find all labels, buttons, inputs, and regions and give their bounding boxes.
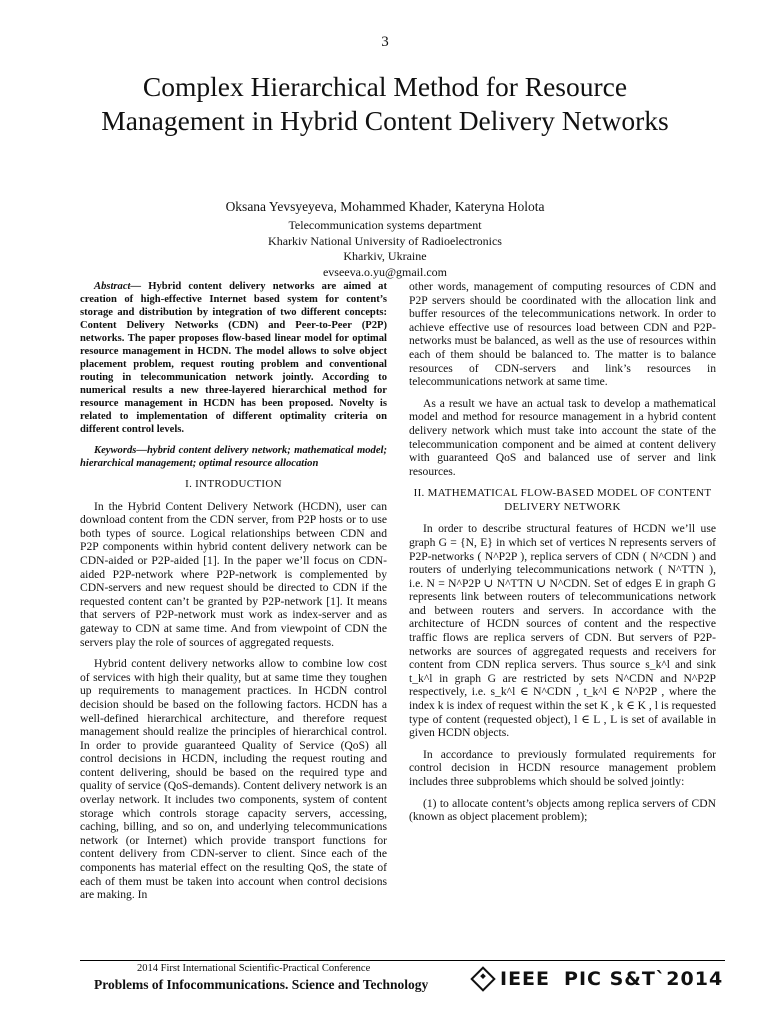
body-paragraph: other words, management of computing resources of CDN and P2P servers should be coordinated with the allocation link and buffer resources of the telecommunications network. In order to achieve effective use of resources load between CDN and P2P-networks must be balanced, as well as the use of resources within each of them should be balanced to. The matter is to balance resources of CDN-servers and link’s resources in telecommunications network at same time. (409, 280, 716, 389)
email: evseeva.o.yu@gmail.com (322, 264, 447, 279)
paper-title: Complex Hierarchical Method for Resource Management in Hybrid Content Delivery Networks (101, 71, 669, 136)
journal-name: Problems of Infocommunications. Science and Technology (94, 977, 429, 992)
abstract (80, 280, 387, 436)
department: Telecommunication systems department (288, 218, 482, 232)
keywords: Keywords—hybrid content delivery network; mathematical model; hierarchical management; optimal resource allocation (80, 445, 387, 469)
section-heading-line: DELIVERY NETWORK (504, 501, 621, 514)
abstract-text: Hybrid content delivery networks are aimed at creation of high-effective Internet based system for content’s storage and distribution by integration of two different concepts: Content Delivery Networks (CDN) and Peer-to-Peer (P2P) networks. The paper proposes flow-based linear model for optimal resource management in HCDN. The model allows to solve object placement problem, request routing problem and conventional routing in telecommunication network jointly. According to numerical results a new three-layered hierarchical method for resource management in HCDN has been proposed. Novelty is related to implementation of different optimality criteria on different control levels. (80, 281, 387, 435)
affiliation (0, 218, 770, 280)
model-paragraph: In order to describe structural features of HCDN we’ll use graph G = {N, E} in which set of vertices N represents servers of P2P-networks ( N^P2P ), replica servers of CDN ( N^CDN ) and routers of underlying telecommunications network ( N^TTN ), i.e. N = N^P2P ∪ N^TTN ∪ N^CDN. Set of edges E in graph G represents link between routers of telecommunications network and between routers and servers. In accordance with the architecture of HCDN sources of content and the respective traffic flows are replica servers of CDN. But servers of P2P-networks are sources of aggregated requests and receivers for content from CDN replica servers. Thus source s_k^l and sink t_k^l in graph G are restricted by sets N^CDN and N^P2P respectively, i.e. s_k^l ∈ N^CDN , t_k^l ∈ N^P2P , where the index k is index of request within the set K , k ∈ K , l is requested type of content (requested object), l ∈ L , L is set of available in given HCDN objects. (409, 522, 716, 740)
section-heading-line: II. MATHEMATICAL FLOW-BASED MODEL OF CONTENT (413, 487, 712, 500)
intro-paragraph: Hybrid content delivery networks allow to combine low cost of services with high their quality, but at same time they toughen up requirements to management practices. In HCDN control decision should be based on the following factors. HCDN has a well-defined hierarchical architecture, and therefore request management should realize the principles of hierarchical control. In order to provide guaranteed Quality of Service (QoS) all control decisions in HCDN, including the request routing and content delivering, should be based on the required type and quality of service (QoS-demands). Content delivery network is an overlay network. It includes two components, system of content storage which controls storage capacity servers, accessing, caching, billing, and so on, and underlying telecommunications network (or Internet) which provide transport functions for content delivery from CDN-server to client. Since each of the components has material effect on the resulting QoS, the state of each of them must be taken into account when control decisions are making. In (80, 657, 387, 902)
intro-paragraph: In the Hybrid Content Delivery Network (HCDN), user can download content from the CDN server, from P2P hosts or to use both types of source. Logical relationships between CDN and P2P components within hybrid content delivery network can be CDN-aided or P2P-aided [1]. In the paper we’ll focus on CDN-aided P2P-network where P2P-network is complemented by CDN-servers and new request should be directed to CDN if the requested content can’t be granted by P2P-network [1]. It means that servers of P2P-network must work as index-server and as gateway to CDN at same time. And from viewpoint of CDN the servers play the role of sources of aggregated requests. (80, 499, 387, 649)
conference-logo (474, 968, 723, 990)
section-heading-introduction: I. INTRODUCTION (185, 478, 282, 490)
abstract-lead: Abstract— (94, 281, 142, 292)
footer-divider (80, 960, 725, 961)
university: Kharkiv National University of Radioelectronics (268, 233, 502, 248)
logo-event: PIC S&T`2014 (564, 968, 724, 990)
location: Kharkiv, Ukraine (343, 249, 427, 263)
body-paragraph: As a result we have an actual task to develop a mathematical model and method for resource management in a hybrid content delivery network which must take into account the state of the telecommunication component and be aimed at content delivery with guaranteed QoS and balanced use of server and link resources. (409, 396, 716, 478)
conference-name: 2014 First International Scientific-Practical Conference (137, 963, 371, 974)
right-column (409, 280, 716, 832)
model-paragraph: In accordance to previously formulated requirements for control decision in HCDN resource management problem includes three subproblems which should be solved jointly: (409, 747, 716, 788)
model-paragraph: (1) to allocate content’s objects among replica servers of CDN (known as object placement problem); (409, 796, 716, 824)
authors: Oksana Yevsyeyeva, Mohammed Khader, Kateryna Holota (225, 199, 545, 214)
ieee-diamond-icon (470, 966, 495, 991)
logo-brand: IEEE (500, 968, 551, 990)
left-column (80, 280, 387, 910)
page-number: 3 (381, 34, 389, 50)
section-heading-model (409, 486, 716, 514)
